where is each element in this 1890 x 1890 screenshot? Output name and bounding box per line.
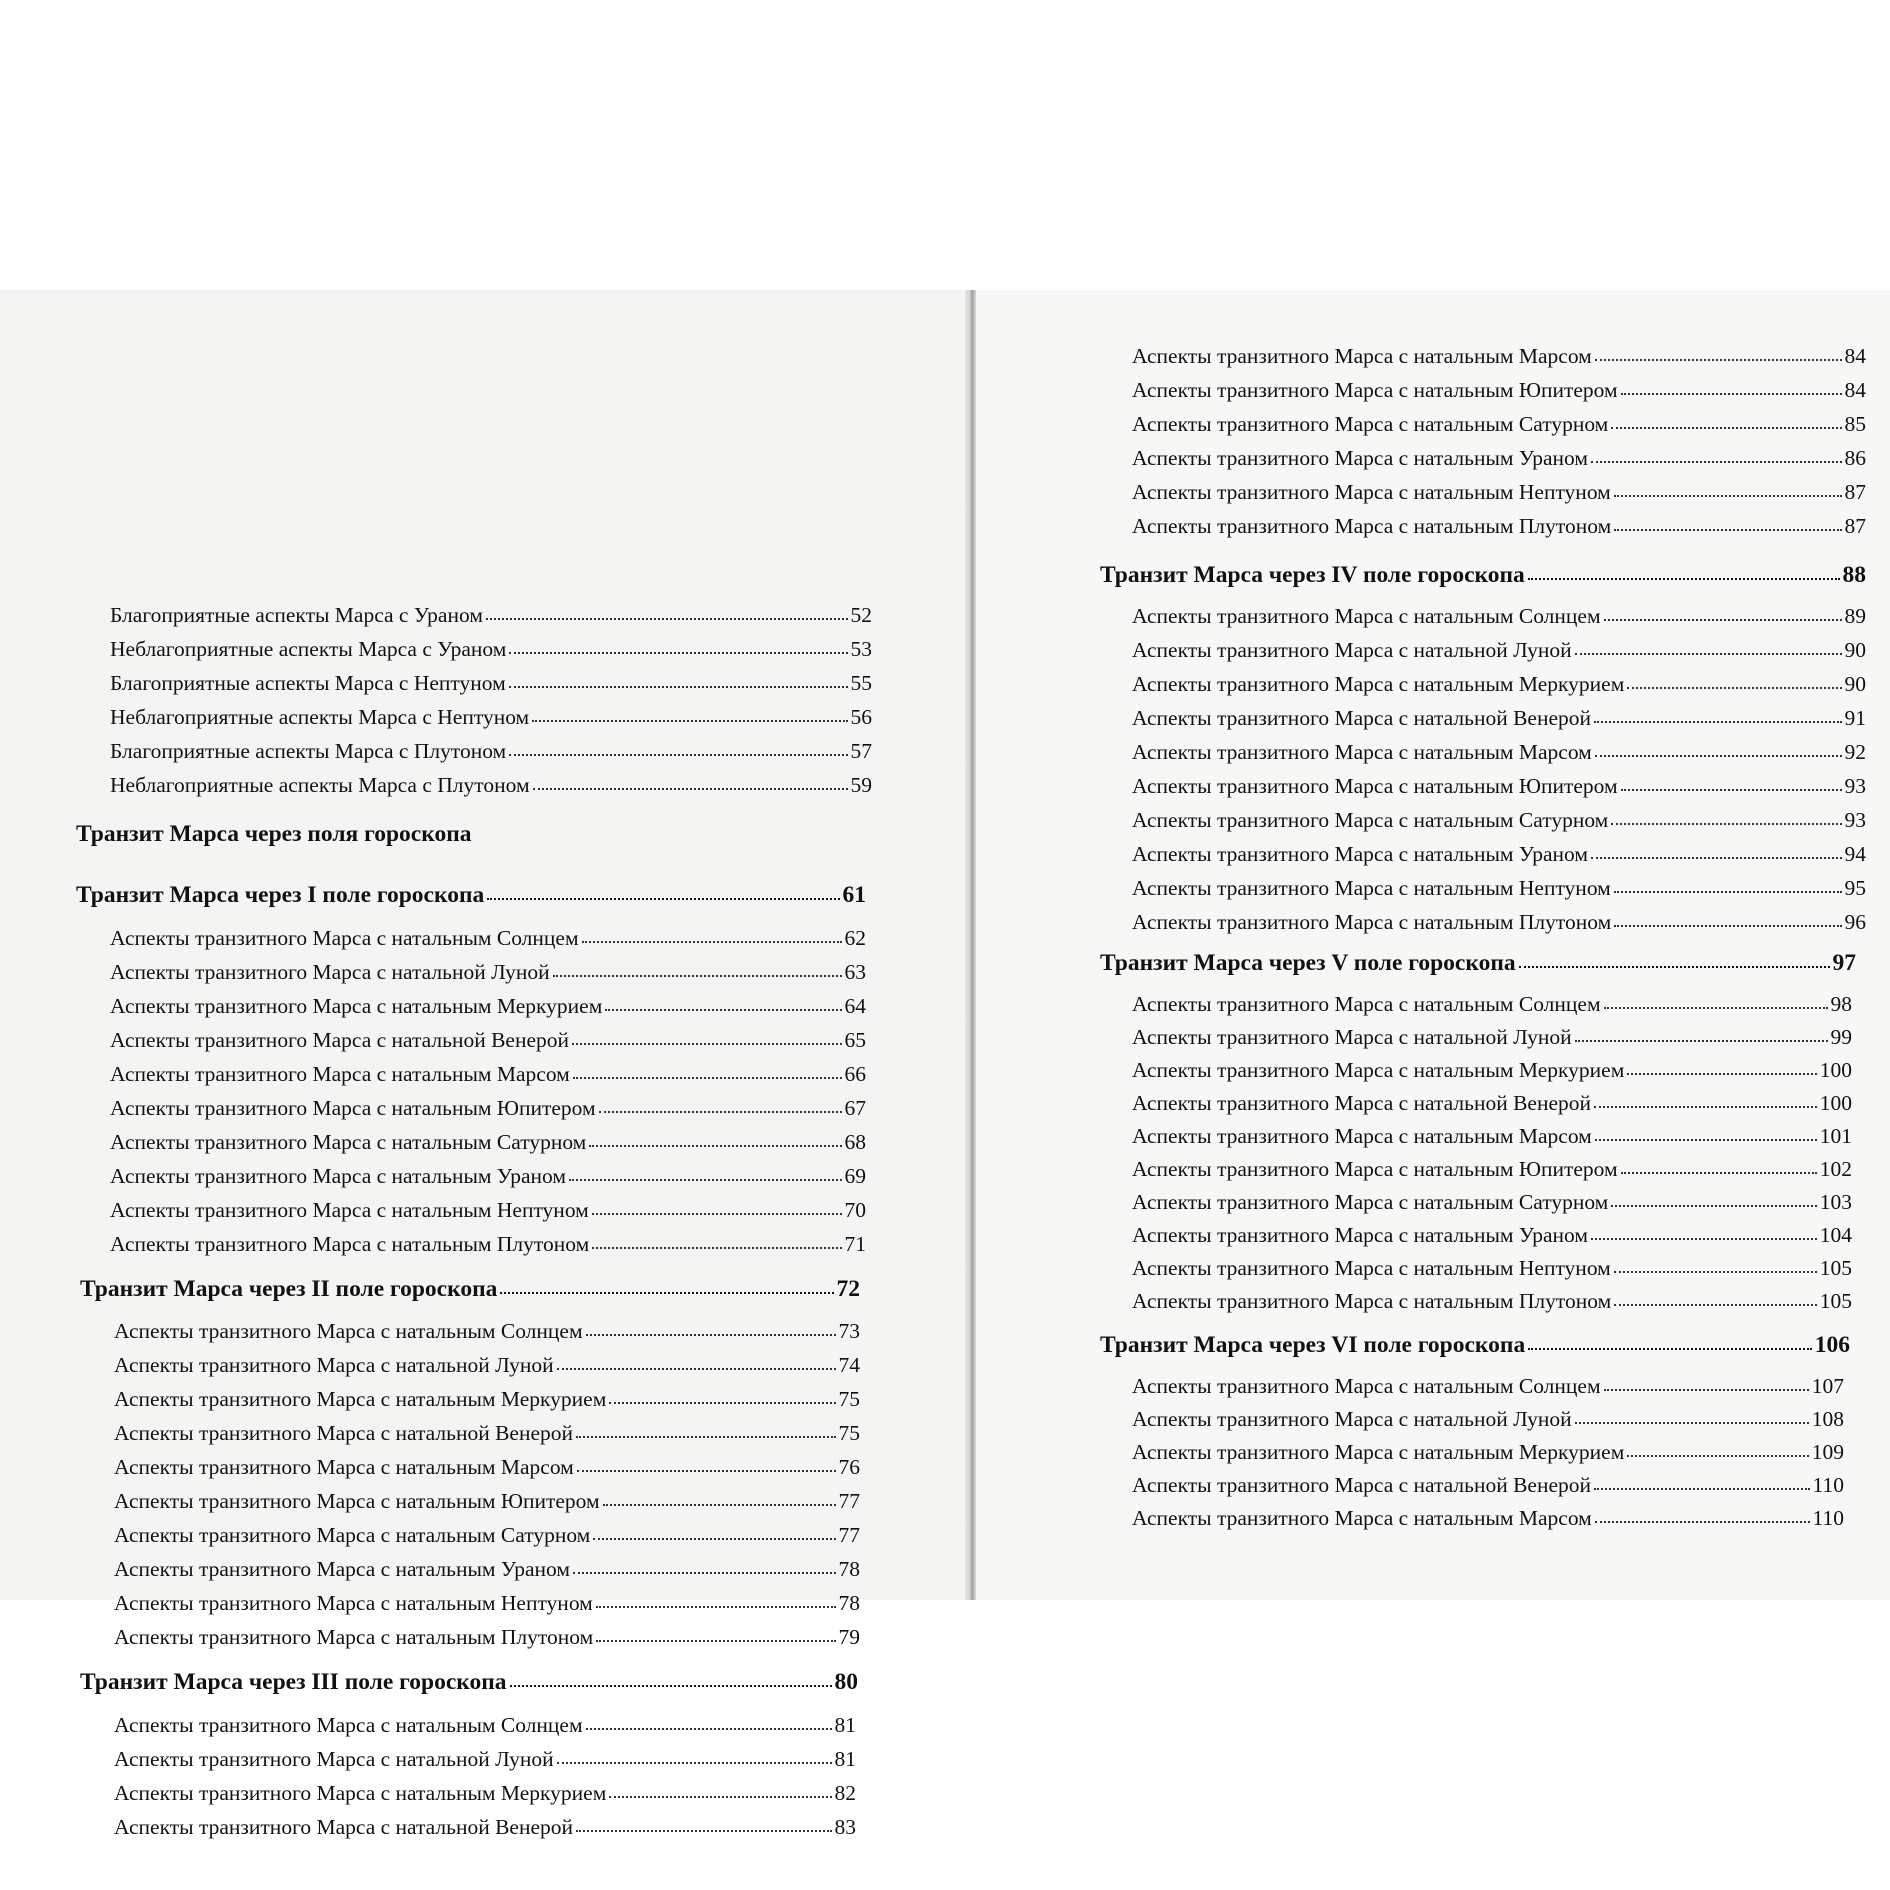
toc-entry-label: Аспекты транзитного Марса с натальной Венерой: [1132, 1091, 1592, 1115]
toc-section-title: Транзит Марса через III поле гороскопа: [80, 1669, 507, 1695]
leader-dots: [1604, 618, 1842, 621]
toc-entry-label: Аспекты транзитного Марса с натальной Венерой: [114, 1421, 574, 1445]
leader-dots: [1591, 1237, 1817, 1240]
leader-dots: [1594, 1487, 1810, 1490]
left-page: [0, 290, 972, 1839]
toc-entry-label: Аспекты транзитного Марса с натальным Плутоном: [1132, 514, 1612, 538]
leader-dots: [592, 1212, 842, 1215]
toc-entry: [1132, 1505, 1844, 1531]
toc-entry-page: 100: [1819, 1091, 1852, 1115]
toc-entry: [1132, 773, 1866, 799]
leader-dots: [1614, 1303, 1817, 1306]
toc-entry-label: Аспекты транзитного Марса с натальной Луной: [114, 1747, 554, 1771]
toc-entry-label: Аспекты транзитного Марса с натальным Плутоном: [1132, 910, 1612, 934]
toc-entry: [1132, 705, 1866, 731]
toc-entry-page: 56: [850, 705, 872, 729]
toc-entry-label: Неблагоприятные аспекты Марса с Плутоном: [110, 773, 530, 797]
toc-entry-page: 70: [844, 1198, 866, 1222]
toc-entry-label: Аспекты транзитного Марса с натальным Сатурном: [1132, 808, 1609, 832]
leader-dots: [553, 974, 842, 977]
leader-dots: [1528, 577, 1840, 580]
toc-entry-label: Аспекты транзитного Марса с натальным Ураном: [110, 1164, 566, 1188]
toc-entry: [1132, 637, 1866, 663]
toc-entry-label: Аспекты транзитного Марса с натальной Венерой: [1132, 1473, 1592, 1497]
toc-entry: [110, 704, 872, 730]
leader-dots: [1614, 1270, 1817, 1273]
toc-section: [1100, 562, 1866, 588]
toc-entry: [110, 602, 872, 628]
leader-dots: [557, 1761, 832, 1764]
toc-entry: [1132, 1057, 1852, 1083]
leader-dots: [509, 685, 848, 688]
toc-entry: [110, 738, 872, 764]
toc-entry-page: 78: [838, 1591, 860, 1615]
toc-entry: [110, 1027, 866, 1053]
toc-entry-page: 96: [1844, 910, 1866, 934]
toc-entry-label: Аспекты транзитного Марса с натальным Марсом: [1132, 1124, 1592, 1148]
leader-dots: [1611, 1204, 1816, 1207]
toc-entry-label: Аспекты транзитного Марса с натальным Нептуном: [1132, 876, 1611, 900]
toc-section-page: 88: [1842, 562, 1866, 588]
toc-entry: [110, 1061, 866, 1087]
leader-dots: [1575, 1039, 1828, 1042]
toc-entry-label: Аспекты транзитного Марса с натальным Марсом: [1132, 740, 1592, 764]
toc-entry-label: Аспекты транзитного Марса с натальным Ураном: [1132, 446, 1588, 470]
toc-entry-page: 69: [844, 1164, 866, 1188]
toc-entry-label: Аспекты транзитного Марса с натальным Солнцем: [110, 926, 579, 950]
toc-entry-page: 86: [1844, 446, 1866, 470]
leader-dots: [603, 1503, 836, 1506]
toc-entry-label: Аспекты транзитного Марса с натальным Юпитером: [1132, 774, 1618, 798]
toc-entry-label: Аспекты транзитного Марса с натальным Марсом: [1132, 344, 1592, 368]
toc-entry-label: Аспекты транзитного Марса с натальным Юпитером: [1132, 1157, 1618, 1181]
toc-entry: [114, 1318, 860, 1344]
toc-entry-page: 66: [844, 1062, 866, 1086]
toc-entry: [114, 1814, 856, 1840]
toc-entry-label: Благоприятные аспекты Марса с Ураном: [110, 603, 483, 627]
toc-entry-label: Аспекты транзитного Марса с натальной Венерой: [114, 1815, 574, 1839]
toc-entry: [1132, 603, 1866, 629]
leader-dots: [1621, 392, 1842, 395]
toc-entry-page: 55: [850, 671, 872, 695]
toc-entry-page: 83: [834, 1815, 856, 1839]
leader-dots: [593, 1537, 835, 1540]
toc-entry-page: 95: [1844, 876, 1866, 900]
toc-entry-page: 75: [838, 1387, 860, 1411]
toc-entry-page: 82: [834, 1781, 856, 1805]
toc-entry-label: Аспекты транзитного Марса с натальным Меркурием: [1132, 1058, 1625, 1082]
toc-entry-page: 79: [838, 1625, 860, 1649]
leader-dots: [586, 1333, 836, 1336]
toc-entry-page: 85: [1844, 412, 1866, 436]
toc-entry: [110, 1095, 866, 1121]
toc-entry-page: 98: [1830, 992, 1852, 1016]
leader-dots: [589, 1144, 841, 1147]
toc-section: [1100, 950, 1856, 976]
toc-entry-page: 73: [838, 1319, 860, 1343]
toc-entry-page: 84: [1844, 344, 1866, 368]
leader-dots: [569, 1178, 842, 1181]
toc-entry-label: Аспекты транзитного Марса с натальным Ураном: [1132, 842, 1588, 866]
toc-entry-page: 87: [1844, 514, 1866, 538]
toc-entry: [1132, 445, 1866, 471]
toc-section-title: Транзит Марса через IV поле гороскопа: [1100, 562, 1525, 588]
toc-entry: [1132, 1406, 1844, 1432]
toc-section: [1100, 1332, 1850, 1358]
toc-entry: [1132, 875, 1866, 901]
leader-dots: [1575, 652, 1842, 655]
toc-entry: [1132, 1024, 1852, 1050]
leader-dots: [1595, 1138, 1817, 1141]
toc-entry-page: 62: [844, 926, 866, 950]
toc-entry: [114, 1780, 856, 1806]
toc-entry: [1132, 1090, 1852, 1116]
toc-entry: [110, 670, 872, 696]
toc-entry: [1132, 1288, 1852, 1314]
toc-entry: [114, 1420, 860, 1446]
toc-section: [76, 882, 866, 908]
toc-entry-page: 78: [838, 1557, 860, 1581]
toc-entry: [1132, 1222, 1852, 1248]
toc-entry-page: 65: [844, 1028, 866, 1052]
toc-entry: [1132, 479, 1866, 505]
toc-entry-label: Аспекты транзитного Марса с натальным Сатурном: [1132, 1190, 1609, 1214]
leader-dots: [1611, 426, 1841, 429]
toc-entry-label: Неблагоприятные аспекты Марса с Нептуном: [110, 705, 530, 729]
toc-entry: [1132, 343, 1866, 369]
toc-section-title: Транзит Марса через II поле гороскопа: [80, 1276, 498, 1302]
leader-dots: [1575, 1421, 1809, 1424]
toc-entry: [1132, 1472, 1844, 1498]
toc-entry: [114, 1712, 856, 1738]
leader-dots: [1627, 1454, 1808, 1457]
toc-section-title: Транзит Марса через V поле гороскопа: [1100, 950, 1516, 976]
leader-dots: [1621, 1171, 1817, 1174]
toc-entry-label: Аспекты транзитного Марса с натальным Марсом: [110, 1062, 570, 1086]
leader-dots: [609, 1401, 835, 1404]
toc-entry: [1132, 1439, 1844, 1465]
toc-section-page: 72: [836, 1276, 860, 1302]
toc-entry-page: 105: [1819, 1289, 1852, 1313]
toc-entry: [1132, 1255, 1852, 1281]
toc-entry: [110, 1197, 866, 1223]
toc-entry-label: Аспекты транзитного Марса с натальным Солнцем: [1132, 1374, 1601, 1398]
toc-entry-label: Аспекты транзитного Марса с натальным Марсом: [1132, 1506, 1592, 1530]
leader-dots: [1627, 1072, 1816, 1075]
leader-dots: [609, 1795, 831, 1798]
toc-entry: [114, 1556, 860, 1582]
toc-entry: [1132, 671, 1866, 697]
leader-dots: [1591, 460, 1842, 463]
toc-entry-label: Аспекты транзитного Марса с натальной Луной: [110, 960, 550, 984]
toc-entry: [1132, 807, 1866, 833]
toc-entry: [114, 1624, 860, 1650]
toc-entry: [1132, 739, 1866, 765]
toc-entry-label: Аспекты транзитного Марса с натальным Меркурием: [114, 1387, 607, 1411]
toc-entry-page: 91: [1844, 706, 1866, 730]
leader-dots: [586, 1727, 832, 1730]
leader-dots: [573, 1571, 836, 1574]
leader-dots: [1594, 1105, 1817, 1108]
toc-section: [80, 1669, 858, 1695]
leader-dots: [510, 1684, 832, 1687]
toc-entry-label: Аспекты транзитного Марса с натальным Сатурном: [110, 1130, 587, 1154]
toc-entry: [1132, 377, 1866, 403]
toc-entry-label: Аспекты транзитного Марса с натальной Луной: [114, 1353, 554, 1377]
toc-entry-label: Аспекты транзитного Марса с натальным Солнцем: [1132, 992, 1601, 1016]
toc-entry-label: Аспекты транзитного Марса с натальным Плутоном: [1132, 1289, 1612, 1313]
toc-entry-page: 99: [1830, 1025, 1852, 1049]
toc-entry: [110, 1231, 866, 1257]
toc-entry-label: Аспекты транзитного Марса с натальным Марсом: [114, 1455, 574, 1479]
toc-entry-page: 100: [1819, 1058, 1852, 1082]
toc-entry: [114, 1386, 860, 1412]
toc-entry-label: Аспекты транзитного Марса с натальным Солнцем: [114, 1713, 583, 1737]
toc-entry-label: Благоприятные аспекты Марса с Плутоном: [110, 739, 507, 763]
toc-section-page: 61: [842, 882, 866, 908]
toc-entry: [110, 993, 866, 1019]
leader-dots: [1627, 686, 1841, 689]
toc-entry-page: 76: [838, 1455, 860, 1479]
toc-entry-page: 102: [1819, 1157, 1852, 1181]
toc-entry-label: Благоприятные аспекты Марса с Нептуном: [110, 671, 506, 695]
toc-entry-page: 107: [1811, 1374, 1844, 1398]
leader-dots: [509, 651, 847, 654]
leader-dots: [1595, 1520, 1810, 1523]
toc-entry-label: Аспекты транзитного Марса с натальным Меркурием: [1132, 1440, 1625, 1464]
toc-section-title: Транзит Марса через I поле гороскопа: [76, 882, 485, 908]
toc-entry-label: Аспекты транзитного Марса с натальным Нептуном: [1132, 480, 1611, 504]
toc-entry-page: 109: [1811, 1440, 1844, 1464]
toc-entry-label: Аспекты транзитного Марса с натальным Меркурием: [1132, 672, 1625, 696]
leader-dots: [1604, 1388, 1809, 1391]
toc-entry-label: Аспекты транзитного Марса с натальным Сатурном: [1132, 412, 1609, 436]
toc-entry-page: 52: [850, 603, 872, 627]
toc-entry-label: Аспекты транзитного Марса с натальным Солнцем: [1132, 604, 1601, 628]
leader-dots: [1604, 1006, 1828, 1009]
toc-entry-page: 108: [1811, 1407, 1844, 1431]
toc-entry-label: Аспекты транзитного Марса с натальным Нептуном: [110, 1198, 589, 1222]
toc-entry: [1132, 909, 1866, 935]
part-heading: Транзит Марса через поля гороскопа: [76, 821, 472, 847]
toc-entry-page: 68: [844, 1130, 866, 1154]
leader-dots: [487, 897, 839, 900]
toc-entry-label: Аспекты транзитного Марса с натальным Меркурием: [114, 1781, 607, 1805]
toc-entry-label: Аспекты транзитного Марса с натальной Венерой: [1132, 706, 1592, 730]
toc-entry-label: Аспекты транзитного Марса с натальным Юпитером: [110, 1096, 596, 1120]
toc-entry-label: Аспекты транзитного Марса с натальным Ураном: [1132, 1223, 1588, 1247]
leader-dots: [596, 1639, 835, 1642]
leader-dots: [1591, 856, 1842, 859]
toc-entry: [110, 772, 872, 798]
leader-dots: [1595, 754, 1842, 757]
leader-dots: [1594, 720, 1841, 723]
toc-entry-label: Аспекты транзитного Марса с натальным Плутоном: [110, 1232, 590, 1256]
leader-dots: [1614, 890, 1842, 893]
leader-dots: [1621, 788, 1842, 791]
leader-dots: [596, 1605, 836, 1608]
leader-dots: [1614, 494, 1842, 497]
toc-entry: [114, 1590, 860, 1616]
toc-entry: [110, 1163, 866, 1189]
toc-entry-page: 110: [1812, 1506, 1844, 1530]
toc-entry-page: 104: [1819, 1223, 1852, 1247]
toc-entry-page: 110: [1812, 1473, 1844, 1497]
toc-entry-label: Аспекты транзитного Марса с натальным Нептуном: [114, 1591, 593, 1615]
toc-entry: [1132, 991, 1852, 1017]
toc-entry-page: 77: [838, 1523, 860, 1547]
toc-entry-page: 84: [1844, 378, 1866, 402]
toc-entry-page: 93: [1844, 774, 1866, 798]
toc-entry: [114, 1352, 860, 1378]
leader-dots: [605, 1008, 841, 1011]
toc-entry-label: Аспекты транзитного Марса с натальным Сатурном: [114, 1523, 591, 1547]
toc-entry-page: 101: [1819, 1124, 1852, 1148]
leader-dots: [572, 1042, 841, 1045]
toc-entry-page: 87: [1844, 480, 1866, 504]
toc-entry-label: Аспекты транзитного Марса с натальным Юпитером: [1132, 378, 1618, 402]
toc-entry-page: 81: [834, 1747, 856, 1771]
toc-entry: [114, 1746, 856, 1772]
toc-entry: [110, 959, 866, 985]
toc-entry-page: 57: [850, 739, 872, 763]
leader-dots: [577, 1469, 836, 1472]
toc-entry-page: 105: [1819, 1256, 1852, 1280]
toc-entry-label: Аспекты транзитного Марса с натальным Меркурием: [110, 994, 603, 1018]
leader-dots: [509, 753, 847, 756]
toc-entry-page: 93: [1844, 808, 1866, 832]
toc-entry: [110, 636, 872, 662]
leader-dots: [557, 1367, 836, 1370]
leader-dots: [576, 1435, 835, 1438]
toc-section: [80, 1276, 860, 1302]
toc-entry-label: Аспекты транзитного Марса с натальным Юпитером: [114, 1489, 600, 1513]
toc-entry: [1132, 841, 1866, 867]
toc-section-page: 97: [1832, 950, 1856, 976]
leader-dots: [486, 617, 848, 620]
leader-dots: [500, 1291, 833, 1294]
toc-entry-label: Аспекты транзитного Марса с натальным Солнцем: [114, 1319, 583, 1343]
leader-dots: [1519, 965, 1830, 968]
toc-entry: [1132, 1373, 1844, 1399]
toc-entry-label: Аспекты транзитного Марса с натальным Ураном: [114, 1557, 570, 1581]
leader-dots: [1528, 1347, 1812, 1350]
toc-entry: [1132, 411, 1866, 437]
toc-entry-page: 64: [844, 994, 866, 1018]
toc-entry-label: Аспекты транзитного Марса с натальной Венерой: [110, 1028, 570, 1052]
toc-entry-page: 89: [1844, 604, 1866, 628]
toc-entry-page: 67: [844, 1096, 866, 1120]
toc-entry-page: 94: [1844, 842, 1866, 866]
toc-entry: [110, 1129, 866, 1155]
toc-entry-page: 103: [1819, 1190, 1852, 1214]
leader-dots: [1595, 358, 1842, 361]
toc-section-title: Транзит Марса через VI поле гороскопа: [1100, 1332, 1526, 1358]
leader-dots: [576, 1829, 831, 1832]
leader-dots: [599, 1110, 842, 1113]
leader-dots: [533, 787, 848, 790]
toc-section-page: 80: [834, 1669, 858, 1695]
toc-entry-page: 59: [850, 773, 872, 797]
toc-entry-page: 77: [838, 1489, 860, 1513]
toc-entry-label: Аспекты транзитного Марса с натальным Плутоном: [114, 1625, 594, 1649]
toc-entry-page: 75: [838, 1421, 860, 1445]
toc-entry-page: 63: [844, 960, 866, 984]
toc-entry: [114, 1488, 860, 1514]
toc-entry: [1132, 513, 1866, 539]
leader-dots: [1614, 924, 1841, 927]
toc-entry-label: Неблагоприятные аспекты Марса с Ураном: [110, 637, 507, 661]
toc-entry-page: 90: [1844, 638, 1866, 662]
toc-entry-page: 74: [838, 1353, 860, 1377]
toc-entry-page: 81: [834, 1713, 856, 1737]
toc-entry: [1132, 1189, 1852, 1215]
leader-dots: [1614, 528, 1841, 531]
toc-entry: [114, 1454, 860, 1480]
toc-entry-page: 92: [1844, 740, 1866, 764]
toc-entry: [110, 925, 866, 951]
toc-entry-label: Аспекты транзитного Марса с натальным Нептуном: [1132, 1256, 1611, 1280]
leader-dots: [1611, 822, 1841, 825]
toc-entry: [1132, 1123, 1852, 1149]
leader-dots: [573, 1076, 842, 1079]
toc-entry: [114, 1522, 860, 1548]
toc-entry-page: 53: [850, 637, 872, 661]
toc-entry: [1132, 1156, 1852, 1182]
toc-entry-page: 71: [844, 1232, 866, 1256]
leader-dots: [582, 940, 842, 943]
toc-section-page: 106: [1814, 1332, 1850, 1358]
toc-entry-label: Аспекты транзитного Марса с натальной Луной: [1132, 1025, 1572, 1049]
leader-dots: [532, 719, 847, 722]
toc-entry-page: 90: [1844, 672, 1866, 696]
leader-dots: [592, 1246, 841, 1249]
toc-entry-label: Аспекты транзитного Марса с натальной Луной: [1132, 1407, 1572, 1431]
toc-entry-label: Аспекты транзитного Марса с натальной Луной: [1132, 638, 1572, 662]
